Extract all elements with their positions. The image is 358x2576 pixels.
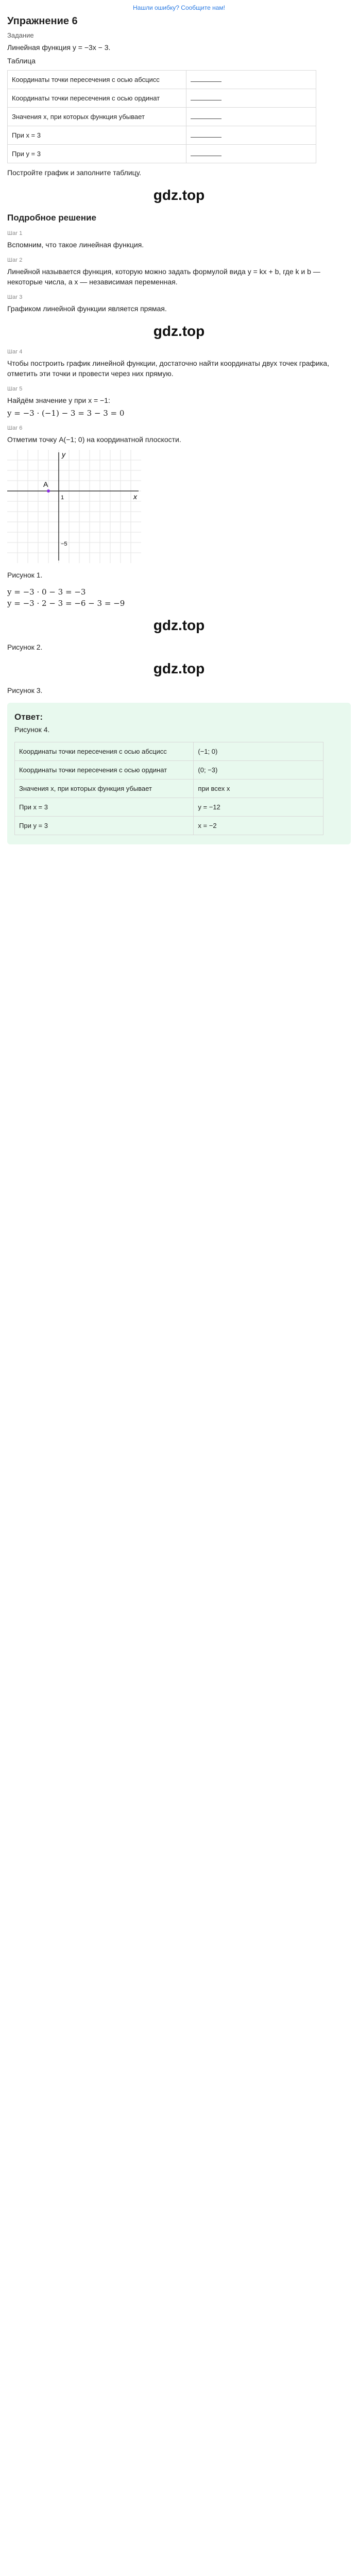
svg-text:−5: −5 xyxy=(61,541,67,547)
intro-line-2: Таблица xyxy=(7,57,36,65)
step-text: Чтобы построить график линейной функции, достаточно найти координаты двух точек графика, отметить эти точки и провести через них прямую. xyxy=(7,359,329,378)
figure-caption: Рисунок 4. xyxy=(14,725,50,734)
figure-caption: Рисунок 2. xyxy=(7,643,43,651)
step-tag: Шаг 4 xyxy=(7,349,23,355)
watermark: gdz.top xyxy=(153,323,205,339)
watermark: gdz.top xyxy=(153,187,205,203)
svg-text:A: A xyxy=(43,480,48,488)
step-text: Графиком линейной функции является прямая. xyxy=(7,304,167,313)
step-tag: Шаг 2 xyxy=(7,257,23,263)
answer-box xyxy=(7,703,351,844)
answer-table: Координаты точки пересечения с осью абсцисс (−1; 0) Координаты точки пересечения с осью ординат (0; −3) Значения x, при которых функция убывает при всех x При x = 3 y = −12 При y = 3 x = −2 xyxy=(14,742,323,835)
step-text: Линейной называется функция, которую можно задать формулой вида y = kx + b, где k и b — некоторые числа, а x — независимая переменная. xyxy=(7,267,320,286)
intro-line-1: Линейная функция y = −3x − 3. xyxy=(7,43,111,52)
content xyxy=(0,15,358,844)
formula: y = −3 · (−1) − 3 = 3 − 3 = 0 xyxy=(7,409,125,418)
figure-caption: Рисунок 1. xyxy=(7,571,43,579)
page-title: Упражнение 6 xyxy=(7,15,78,27)
intro-line-3: Постройте график и заполните таблицу. xyxy=(7,168,142,177)
watermark: gdz.top xyxy=(153,617,205,633)
formula: y = −3 · 0 − 3 = −3 xyxy=(7,587,86,597)
step-tag: Шаг 1 xyxy=(7,230,23,236)
task-table: Координаты точки пересечения с осью абсцисс Координаты точки пересечения с осью ординат Значения x, при которых функция убывает При x = 3 При y = 3 xyxy=(7,70,316,163)
coordinate-graph xyxy=(7,450,351,566)
svg-text:1: 1 xyxy=(61,495,64,501)
step-tag: Шаг 5 xyxy=(7,386,23,392)
answer-title: Ответ: xyxy=(14,712,43,722)
task-label: Задание xyxy=(7,31,34,39)
svg-text:x: x xyxy=(133,493,137,501)
report-error-link[interactable]: Нашли ошибку? Сообщите нам! xyxy=(133,4,225,11)
step-text: Найдём значение y при x = −1: xyxy=(7,396,110,404)
step-text: Отметим точку A(−1; 0) на координатной плоскости. xyxy=(7,435,181,444)
step-text: Вспомним, что такое линейная функция. xyxy=(7,241,144,249)
section-title: Подробное решение xyxy=(7,213,96,223)
figure-caption: Рисунок 3. xyxy=(7,686,43,694)
step-tag: Шаг 3 xyxy=(7,294,23,300)
watermark: gdz.top xyxy=(153,660,205,676)
formula: y = −3 · 2 − 3 = −6 − 3 = −9 xyxy=(7,599,125,608)
svg-text:y: y xyxy=(62,450,65,459)
step-tag: Шаг 6 xyxy=(7,425,23,431)
